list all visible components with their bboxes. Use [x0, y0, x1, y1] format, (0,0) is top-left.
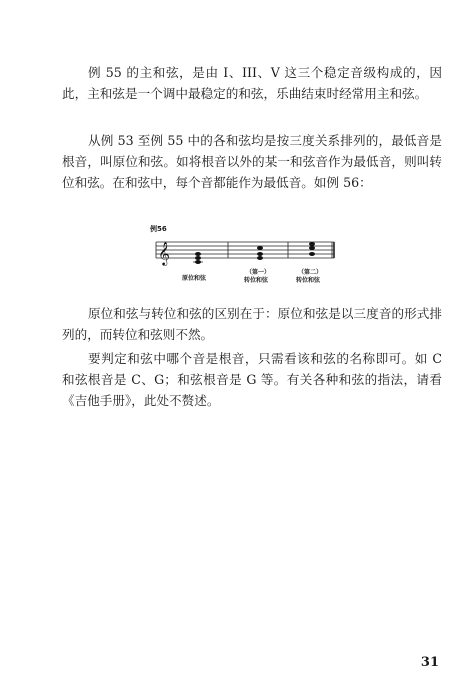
treble-clef-icon: 𝄞: [158, 241, 170, 265]
music-example-56: [148, 224, 338, 288]
paragraph-root-position: 从例 53 至例 55 中的各和弦均是按三度关系排列的，最低音是根音，叫原位和弦。如将根音以外的某一和弦音作为最低音，则叫转位和弦。在和弦中，每个音都能作为最低音。如例 56：: [62, 133, 442, 190]
paragraph-tonic-chord: 例 55 的主和弦，是由 I、III、V 这三个稳定音级构成的，因此，主和弦是一个调中最稳定的和弦，乐曲结束时经常用主和弦。: [62, 65, 442, 101]
page-number: 31: [420, 655, 439, 670]
music-staff: [148, 234, 338, 268]
paragraph-difference: 原位和弦与转位和弦的区别在于：原位和弦是以三度音的形式排列的，而转位和弦则不然。: [62, 306, 442, 342]
staff-lines: [156, 242, 334, 258]
caption-root-position: 原位和弦: [182, 275, 207, 282]
caption-second-number: （第二）: [298, 269, 323, 276]
chord-first-inversion: [257, 246, 263, 260]
caption-first-number: （第一）: [246, 269, 271, 276]
caption-second-inversion: 转位和弦: [296, 277, 321, 284]
paragraph-root-identification: 要判定和弦中哪个音是根音，只需看该和弦的名称即可。如 C 和弦根音是 C、G；和弦根音是 G 等。有关各种和弦的指法，请看《吉他手册》，此处不赘述。: [62, 351, 442, 408]
chord-second-inversion: [309, 242, 315, 256]
caption-first-inversion: 转位和弦: [244, 277, 269, 284]
example-label: 例56: [150, 225, 167, 233]
